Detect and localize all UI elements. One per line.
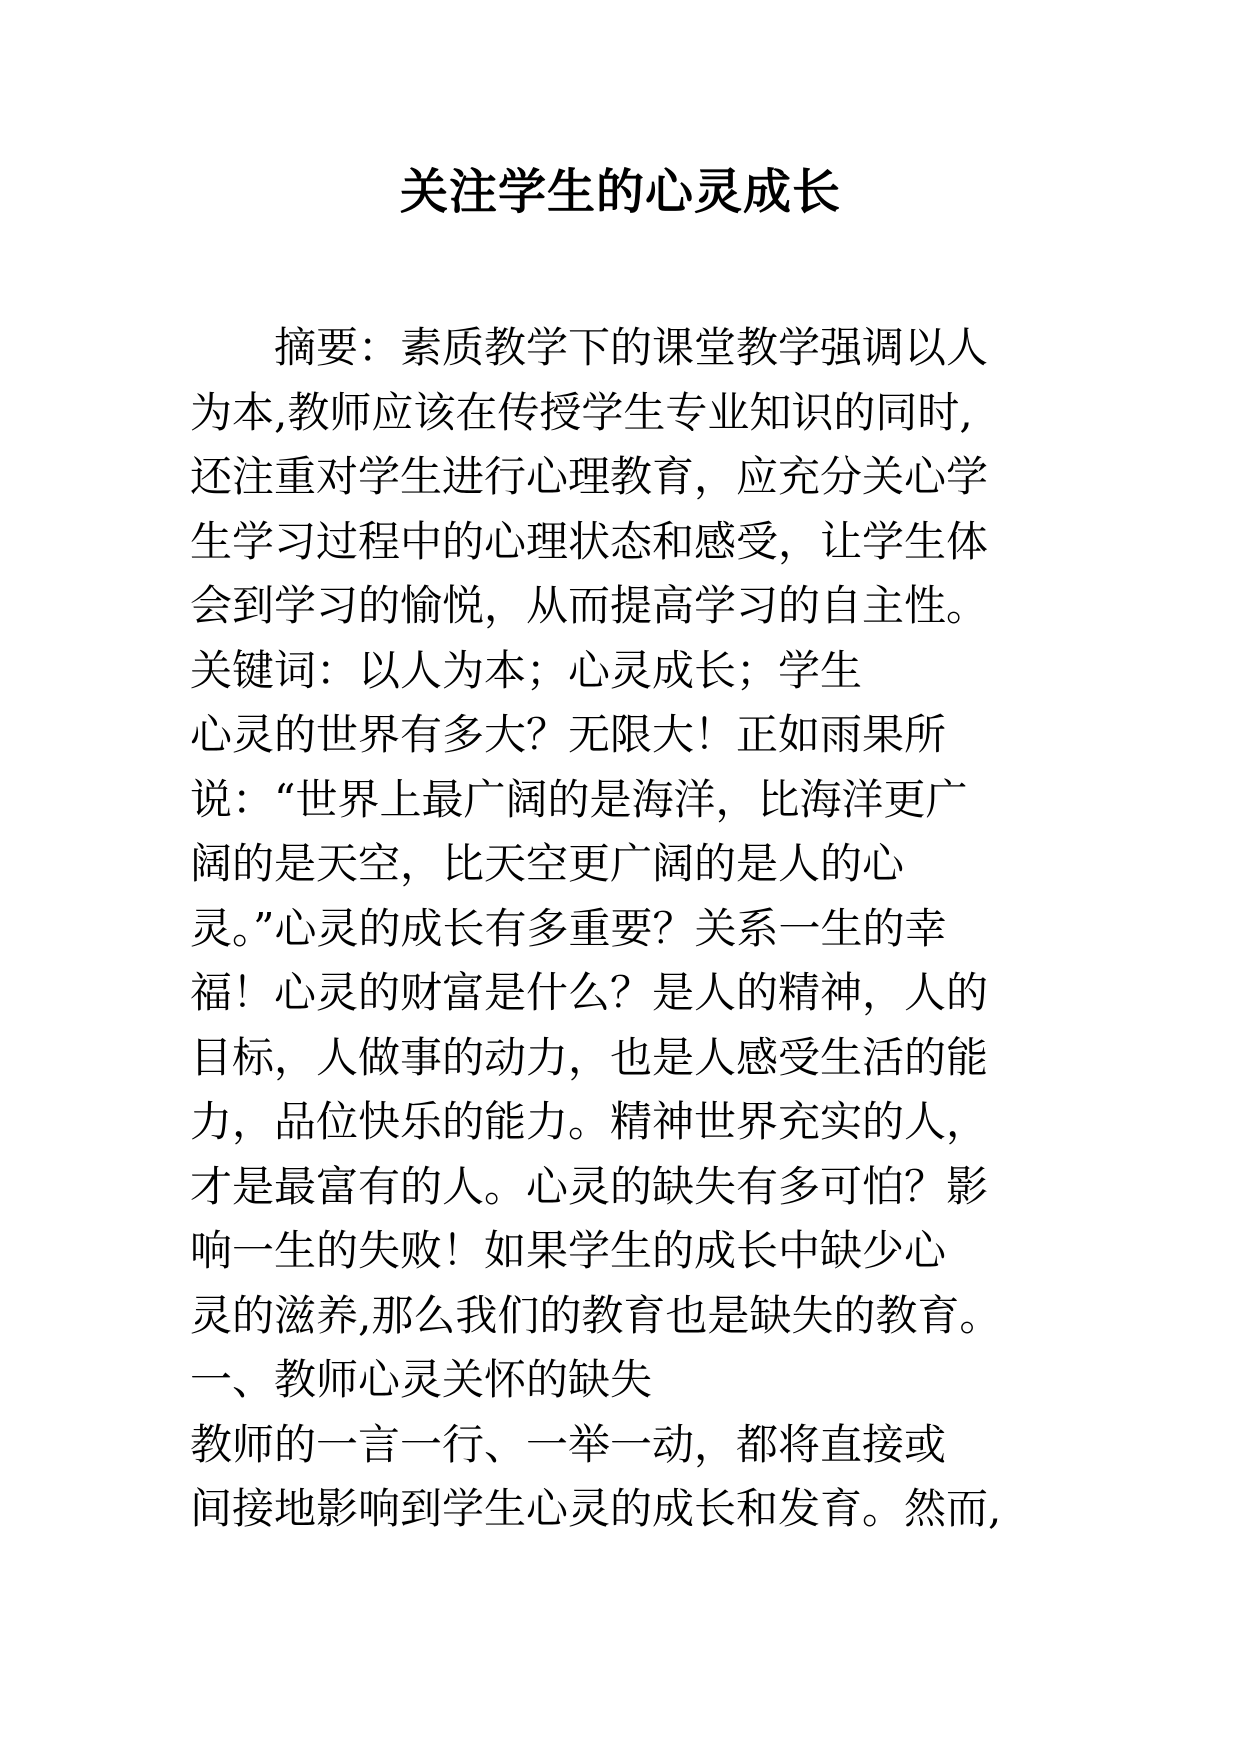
text-line-13: 力，品位快乐的能力。精神世界充实的人， [190, 1097, 989, 1146]
text-line-18: 教师的一言一行、一举一动，都将直接或 [190, 1419, 947, 1469]
text-line-3: 还注重对学生进行心理教育，应充分关心学 [190, 452, 989, 501]
text-line-5: 会到学习的愉悦，从而提高学习的自主性。 [190, 581, 989, 630]
section-heading: 一、教师心灵关怀的缺失 [190, 1355, 653, 1404]
text-line-19: 间接地影响到学生心灵的成长和发育。然而, [190, 1484, 1002, 1533]
text-line-8: 说：“世界上最广阔的是海洋，比海洋更广 [190, 774, 968, 824]
document-title: 关注学生的心灵成长 [399, 164, 841, 220]
text-line-2: 为本,教师应该在传授学生专业知识的同时, [190, 387, 973, 437]
text-line-9: 阔的是天空，比天空更广阔的是人的心 [190, 839, 905, 888]
text-line-12: 目标，人做事的动力，也是人感受生活的能 [190, 1032, 989, 1082]
text-line-4: 生学习过程中的心理状态和感受，让学生体 [190, 516, 989, 566]
keywords-line: 关键词：以人为本；心灵成长；学生 [190, 645, 863, 695]
text-line-16: 灵的滋养,那么我们的教育也是缺失的教育。 [190, 1290, 1002, 1340]
text-line-10: 灵。”心灵的成长有多重要？关系一生的幸 [190, 903, 947, 953]
text-line-14: 才是最富有的人。心灵的缺失有多可怕？影 [190, 1161, 989, 1211]
text-line-1: 摘要：素质教学下的课堂教学强调以人 [190, 323, 989, 372]
document-body [190, 316, 1090, 1542]
text-line-11: 福！心灵的财富是什么？是人的精神，人的 [190, 968, 989, 1017]
text-line-15: 响一生的失败！如果学生的成长中缺少心 [190, 1226, 947, 1275]
text-line-7: 心灵的世界有多大？无限大！正如雨果所 [190, 710, 947, 759]
